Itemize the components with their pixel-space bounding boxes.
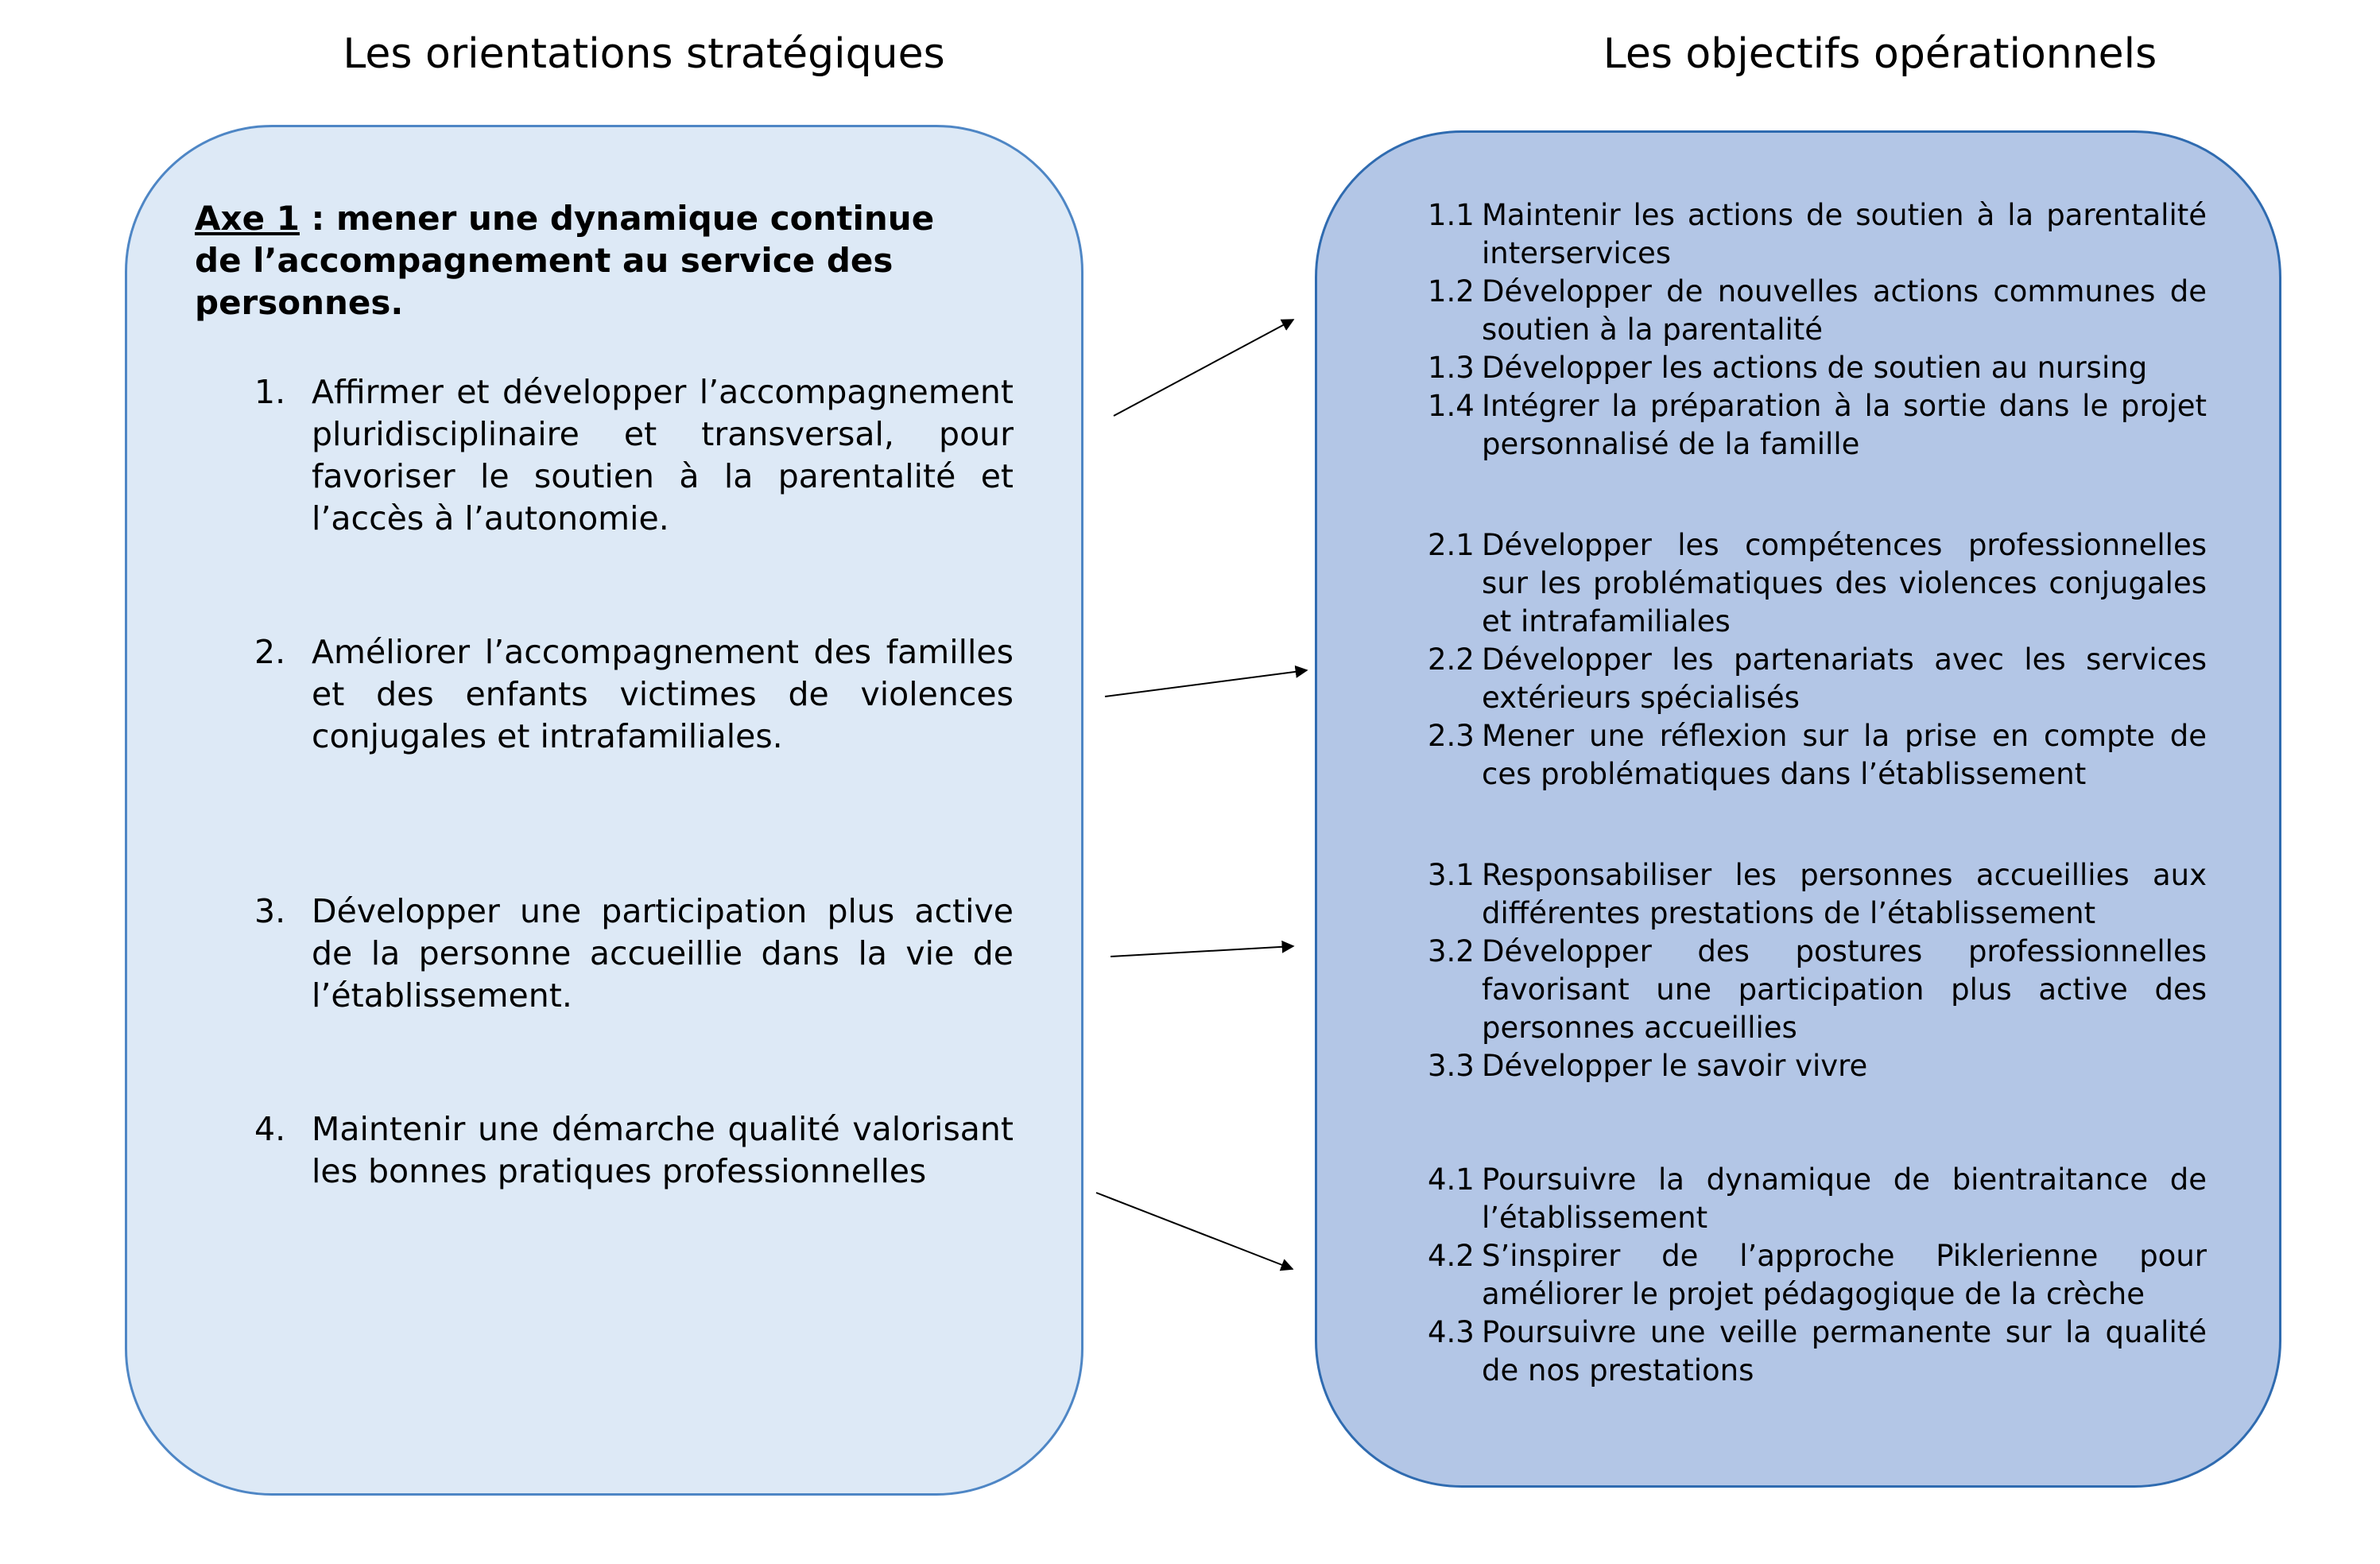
objective-text: Mener une réflexion sur la prise en compte de ces problématiques dans l’établissement: [1482, 719, 2207, 791]
objective-number: 4.1: [1428, 1162, 1475, 1197]
objective-text: Développer les partenariats avec les services extérieurs spécialisés: [1482, 642, 2207, 715]
orientation-text: Développer une participation plus active de la personne accueillie dans la vie de l’établissement.: [312, 892, 1014, 1015]
objective-number: 2.3: [1428, 719, 1475, 753]
objective-text: Développer des postures professionnelles favorisant une participation plus active des personnes accueillies: [1482, 934, 2207, 1045]
orientation-number: 1.: [254, 373, 286, 411]
objective-number: 3.1: [1428, 858, 1475, 892]
objective-text: Développer les actions de soutien au nursing: [1482, 351, 2148, 385]
title-orientations: Les orientations stratégiques: [343, 30, 945, 78]
arrow-1: [1114, 320, 1293, 416]
orientation-number: 4.: [254, 1110, 286, 1148]
objective-text: Développer les compétences professionnelles sur les problématiques des violences conjugales et intrafamiliales: [1482, 528, 2207, 638]
objective-number: 4.3: [1428, 1315, 1475, 1349]
objective-text: Poursuivre une veille permanente sur la qualité de nos prestations: [1482, 1315, 2207, 1387]
objective-number: 1.2: [1428, 274, 1475, 309]
objective-number: 3.3: [1428, 1049, 1475, 1083]
objective-text: Développer le savoir vivre: [1482, 1049, 1868, 1083]
orientation-number: 2.: [254, 633, 286, 671]
axe-text: : mener une dynamique continue de l’accompagnement au service des personnes.: [195, 199, 935, 322]
orientation-text: Affirmer et développer l’accompagnement pluridisciplinaire et transversal, pour favoriser le soutien à la parentalité et l’accès à l’autonomie.: [312, 373, 1014, 538]
objective-text: Poursuivre la dynamique de bientraitance de l’établissement: [1482, 1162, 2207, 1235]
orientation-text: Améliorer l’accompagnement des familles et des enfants victimes de violences conjugales et intrafamiliales.: [312, 633, 1014, 755]
objective-number: 2.1: [1428, 528, 1475, 562]
objective-text: Responsabiliser les personnes accueillies aux différentes prestations de l’établissement: [1482, 858, 2207, 930]
objective-text: Développer de nouvelles actions communes de soutien à la parentalité: [1482, 274, 2207, 347]
objective-number: 1.4: [1428, 389, 1475, 423]
objective-number: 1.1: [1428, 198, 1475, 232]
arrow-2: [1105, 670, 1307, 697]
objective-text: Maintenir les actions de soutien à la parentalité interservices: [1482, 198, 2207, 270]
arrow-3: [1111, 946, 1293, 957]
objective-number: 3.2: [1428, 934, 1475, 968]
axe-label: Axe 1: [195, 199, 300, 238]
objective-text: Intégrer la préparation à la sortie dans le projet personnalisé de la famille: [1482, 389, 2207, 461]
objective-number: 2.2: [1428, 642, 1475, 677]
objective-number: 1.3: [1428, 351, 1475, 385]
title-objectifs: Les objectifs opérationnels: [1603, 30, 2157, 78]
arrow-4: [1096, 1193, 1293, 1269]
objective-text: S’inspirer de l’approche Piklerienne pour améliorer le projet pédagogique de la crèche: [1482, 1239, 2207, 1311]
orientation-text: Maintenir une démarche qualité valorisant les bonnes pratiques professionnelles: [312, 1110, 1014, 1190]
objective-number: 4.2: [1428, 1239, 1475, 1273]
orientation-number: 3.: [254, 892, 286, 930]
